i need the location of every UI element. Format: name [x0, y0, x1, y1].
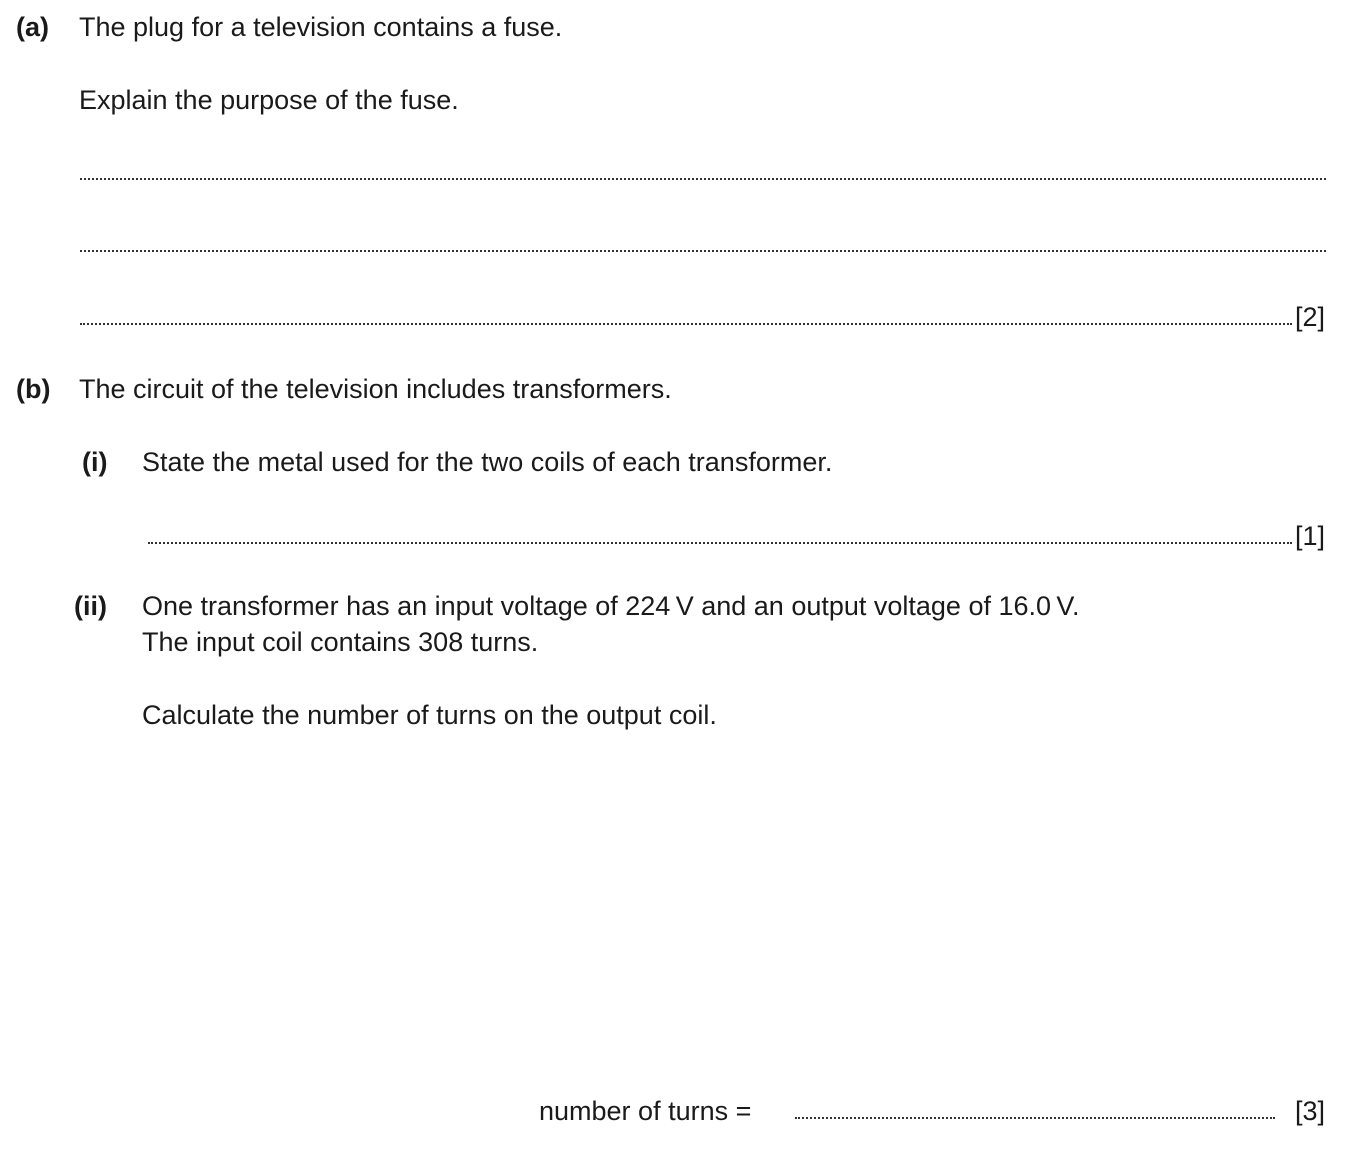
part-b-i-answer-line[interactable]: [148, 542, 1292, 544]
part-b-ii-prompt: Calculate the number of turns on the output coil.: [142, 700, 717, 730]
part-a-stem: The plug for a television contains a fuse.: [79, 12, 563, 42]
part-a-label: (a): [16, 12, 49, 42]
part-a-answer-line-2[interactable]: [80, 250, 1326, 252]
part-b-ii-marks: [3]: [1295, 1096, 1326, 1126]
answer-label: number of turns =: [539, 1096, 752, 1126]
part-b-ii-label: (ii): [74, 591, 107, 621]
part-b-ii-line-2: The input coil contains 308 turns.: [142, 627, 539, 657]
part-a-answer-line-3[interactable]: [80, 323, 1292, 325]
part-b-ii-line-1: One transformer has an input voltage of 224 V and an output voltage of 16.0 V.: [142, 591, 1080, 621]
part-a-marks: [2]: [1295, 302, 1326, 332]
part-b-i-label: (i): [82, 447, 108, 477]
part-a-answer-line-1[interactable]: [80, 178, 1326, 180]
part-b-i-marks: [1]: [1295, 521, 1326, 551]
part-b-stem: The circuit of the television includes transformers.: [79, 374, 672, 404]
part-b-i-prompt: State the metal used for the two coils of each transformer.: [142, 447, 833, 477]
part-b-label: (b): [16, 374, 51, 404]
part-a-prompt: Explain the purpose of the fuse.: [79, 85, 459, 115]
number-of-turns-answer-line[interactable]: [795, 1117, 1275, 1119]
